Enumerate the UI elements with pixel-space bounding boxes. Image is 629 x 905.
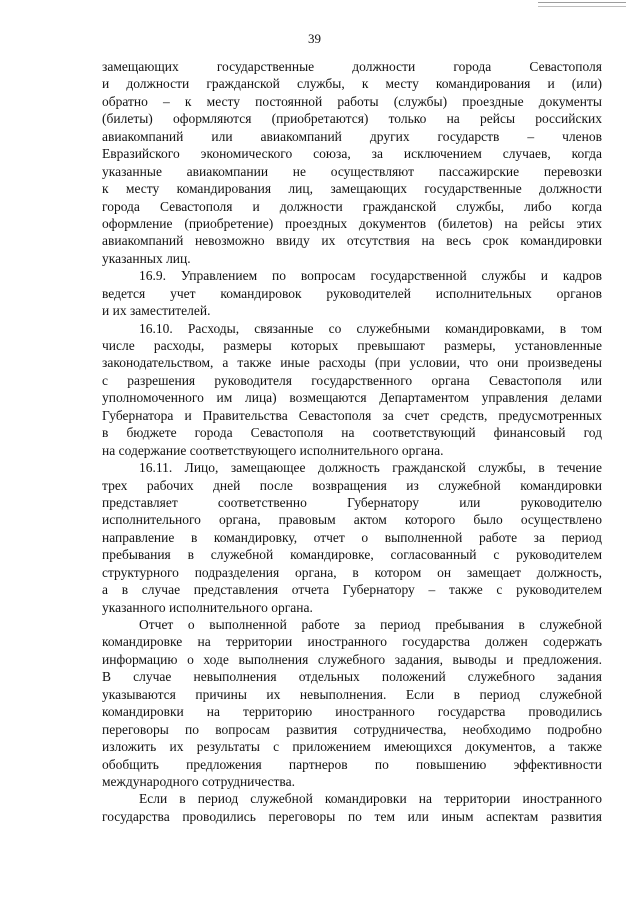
text-line: переговоры по вопросам развития сотрудничества, необходимо подробно — [102, 721, 602, 737]
paragraph — [102, 616, 602, 790]
text-line: 16.11. Лицо, замещающее должность гражданской службы, в течение — [139, 460, 602, 476]
paragraph — [102, 790, 602, 825]
text-line: 16.9. Управлением по вопросам государственной службы и кадров — [139, 268, 602, 284]
text-line: командировке на территории иностранного государства должен содержать — [102, 634, 602, 650]
paragraph — [102, 267, 602, 319]
scan-corner-mark — [538, 2, 626, 7]
text-line: на содержание соответствующего исполнительного органа. — [102, 442, 444, 458]
text-line: уполномоченного им лица) возмещаются Департаментом управления делами — [102, 390, 602, 406]
text-line: международного сотрудничества. — [102, 773, 295, 789]
text-line: ведется учет командировок руководителей исполнительных органов — [102, 285, 602, 301]
page-number: 39 — [308, 31, 321, 46]
paragraph — [102, 459, 602, 616]
text-line: указываются причины их невыполнения. Если в период служебной — [102, 686, 602, 702]
text-line: и их заместителей. — [102, 303, 211, 319]
text-line: направление в командировку, отчет о выполненной работе за период — [102, 529, 602, 545]
text-line: в бюджете города Севастополя на соответствующий финансовый год — [102, 425, 602, 441]
text-line: города Севастополя и должности гражданской службы, либо когда — [102, 198, 602, 214]
text-line: государства проводились переговоры по тем или иным аспектам развития — [102, 808, 602, 824]
text-line: Губернатора и Правительства Севастополя за счет средств, предусмотренных — [102, 407, 602, 423]
text-line: исполнительного органа, правовым актом которого было осуществлено — [102, 512, 602, 528]
text-line: авиакомпаний или авиакомпаний других государств – членов — [102, 128, 602, 144]
text-line: законодательством, а также иные расходы (при условии, что они произведены — [102, 355, 602, 371]
text-line: представляет соответственно Губернатору или руководителю — [102, 494, 602, 510]
text-line: Евразийского экономического союза, за исключением случаев, когда — [102, 146, 602, 162]
text-line: обобщить предложения партнеров по повышению эффективности — [102, 756, 602, 772]
text-line: к месту командирования лиц, замещающих государственные должности — [102, 181, 602, 197]
text-line: изложить их результаты с приложением имеющихся документов, а также — [102, 739, 602, 755]
text-line: (билеты) оформляются (приобретаются) только на рейсы российских — [102, 111, 602, 127]
text-line: и должности гражданской службы, к месту командирования и (или) — [102, 76, 602, 92]
text-line: указанных лиц. — [102, 250, 191, 266]
text-line: замещающих государственные должности города Севастополя — [102, 59, 602, 74]
text-line: В случае невыполнения отдельных положений служебного задания — [102, 669, 602, 685]
text-line: трех рабочих дней после возвращения из служебной командировки — [102, 477, 602, 493]
text-line: указанного исполнительного органа. — [102, 599, 313, 615]
paragraph — [102, 320, 602, 460]
text-line: а в случае представления отчета Губернатору – также с руководителем — [102, 582, 602, 598]
text-line: структурного подразделения органа, в котором он замещает должность, — [102, 564, 602, 580]
paragraph — [102, 58, 602, 267]
document-body — [102, 58, 602, 825]
text-line: информацию о ходе выполнения служебного задания, выводы и предложения. — [102, 651, 602, 667]
text-line: авиакомпаний невозможно ввиду их отсутствия на весь срок командировки — [102, 233, 602, 249]
text-line: пребывания в служебной командировке, согласованный с руководителем — [102, 547, 602, 563]
text-line: числе расходы, размеры которых превышают размеры, установленные — [102, 338, 602, 353]
text-line: с разрешения руководителя государственного органа Севастополя или — [102, 372, 602, 388]
text-line: оформление (приобретение) проездных документов (билетов) на рейсы этих — [102, 215, 602, 231]
text-line: командировки на территорию иностранного государства проводились — [102, 704, 602, 720]
text-line: Отчет о выполненной работе за период пребывания в служебной — [139, 617, 602, 632]
text-line: обратно – к месту постоянной работы (службы) проездные документы — [102, 93, 602, 109]
text-line: Если в период служебной командировки на территории иностранного — [139, 791, 602, 807]
text-line: указанные авиакомпании не осуществляют пассажирские перевозки — [102, 163, 602, 179]
text-line: 16.10. Расходы, связанные со служебными командировками, в том — [139, 320, 602, 336]
